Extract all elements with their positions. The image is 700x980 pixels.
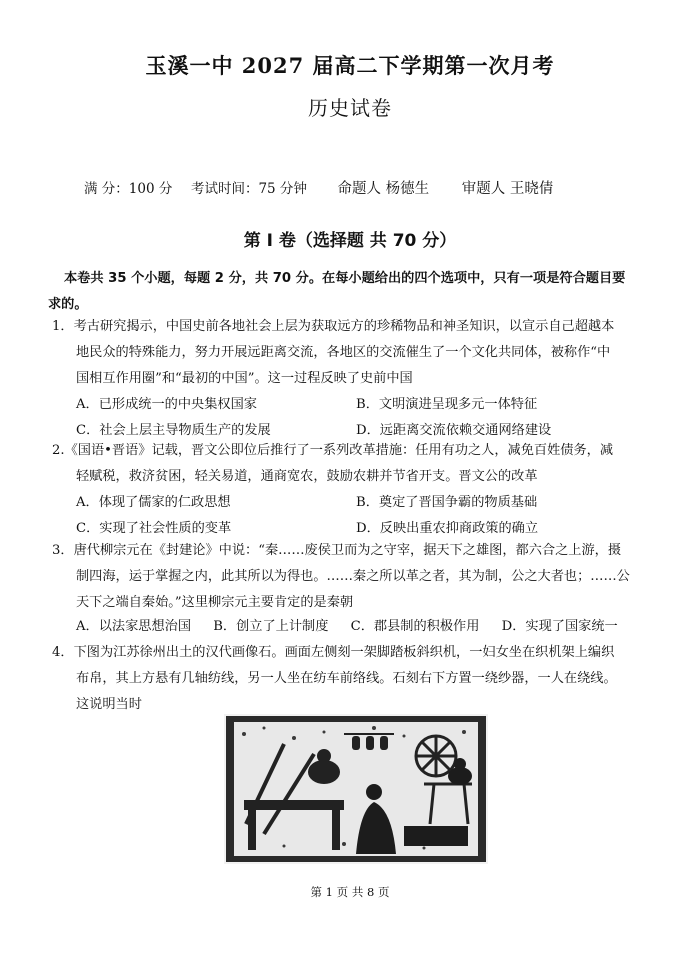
question-text: 地民众的特殊能力，努力开展远距离交流，各地区的交流催生了一个文化共同体，被称作“中 bbox=[76, 345, 611, 360]
question-2-options bbox=[76, 490, 666, 542]
question-author: 命题人 杨德生 bbox=[337, 181, 430, 197]
option-a[interactable]: A．已形成统一的中央集权国家 bbox=[76, 397, 257, 412]
question-1-options bbox=[76, 392, 666, 444]
question-1 bbox=[52, 314, 656, 392]
option-a[interactable]: A．以法家思想治国 bbox=[76, 619, 192, 634]
question-2 bbox=[52, 438, 656, 490]
exam-meta bbox=[84, 177, 553, 198]
question-text: 1．考古研究揭示，中国史前各地社会上层为获取远方的珍稀物品和神圣知识，以宣示自己超越本 bbox=[52, 319, 615, 334]
exam-time: 考试时间：75 分钟 bbox=[190, 181, 307, 197]
question-text: 天下之端自秦始。”这里柳宗元主要肯定的是秦朝 bbox=[76, 595, 354, 610]
question-text: 这说明当时 bbox=[76, 697, 142, 712]
question-text: 制四海，运于掌握之内，此其所以为得也。……秦之所以革之者，其为制，公之大者也；……公 bbox=[76, 569, 630, 584]
option-a[interactable]: A．体现了儒家的仁政思想 bbox=[76, 495, 231, 510]
section-intro bbox=[48, 266, 656, 318]
full-score: 满 分：100 分 bbox=[84, 181, 173, 197]
intro-line: 本卷共 35 个小题，每题 2 分，共 70 分。在每小题给出的四个选项中，只有一项是符合题目要 bbox=[64, 271, 626, 286]
question-text: 国相互作用圈”和“最初的中国”。这一过程反映了史前中国 bbox=[76, 371, 413, 386]
option-b[interactable]: B．创立了上计制度 bbox=[213, 619, 329, 634]
exam-subtitle: 历史试卷 bbox=[308, 96, 392, 120]
intro-line: 求的。 bbox=[48, 297, 88, 312]
option-d[interactable]: D．远距离交流依赖交通网络建设 bbox=[356, 423, 552, 438]
question-reviewer: 审题人 王晓倩 bbox=[461, 181, 554, 197]
option-c[interactable]: C．实现了社会性质的变革 bbox=[76, 521, 232, 536]
exam-title: 玉溪一中 2027 届高二下学期第一次月考 bbox=[145, 53, 555, 78]
question-4 bbox=[52, 640, 656, 718]
question-text: 布帛，其上方悬有几轴纺线，另一人坐在纺车前络线。石刻右下方置一绕纱器，一人在绕线。 bbox=[76, 671, 617, 686]
question-3 bbox=[52, 538, 656, 616]
option-b[interactable]: B．奠定了晋国争霸的物质基础 bbox=[356, 495, 538, 510]
option-d[interactable]: D．实现了国家统一 bbox=[501, 619, 618, 634]
question-text: 3．唐代柳宗元在《封建论》中说：“秦……废侯卫而为之守宰，据天下之雄图，都六合之上游，摄 bbox=[52, 543, 622, 558]
option-c[interactable]: C．社会上层主导物质生产的发展 bbox=[76, 423, 271, 438]
section-title: 第 Ⅰ 卷（选择题 共 70 分） bbox=[243, 231, 457, 251]
option-c[interactable]: C．郡县制的积极作用 bbox=[350, 619, 480, 634]
question-3-options bbox=[76, 614, 666, 640]
option-d[interactable]: D．反映出重农抑商政策的确立 bbox=[356, 521, 539, 536]
question-text: 轻赋税，救济贫困，轻关易道，通商宽农，鼓励农耕并节省开支。晋文公的改革 bbox=[76, 469, 538, 484]
question-text: 4．下图为江苏徐州出土的汉代画像石。画面左侧刻一架脚踏板斜织机，一妇女坐在织机架上编织 bbox=[52, 645, 615, 660]
question-text: 2.《国语•晋语》记载，晋文公即位后推行了一系列改革措施：任用有功之人，减免百姓债务，减 bbox=[52, 443, 614, 458]
page-number: 第 1 页 共 8 页 bbox=[310, 885, 390, 899]
option-b[interactable]: B．文明演进呈现多元一体特征 bbox=[356, 397, 538, 412]
han-relief-image bbox=[224, 714, 488, 864]
